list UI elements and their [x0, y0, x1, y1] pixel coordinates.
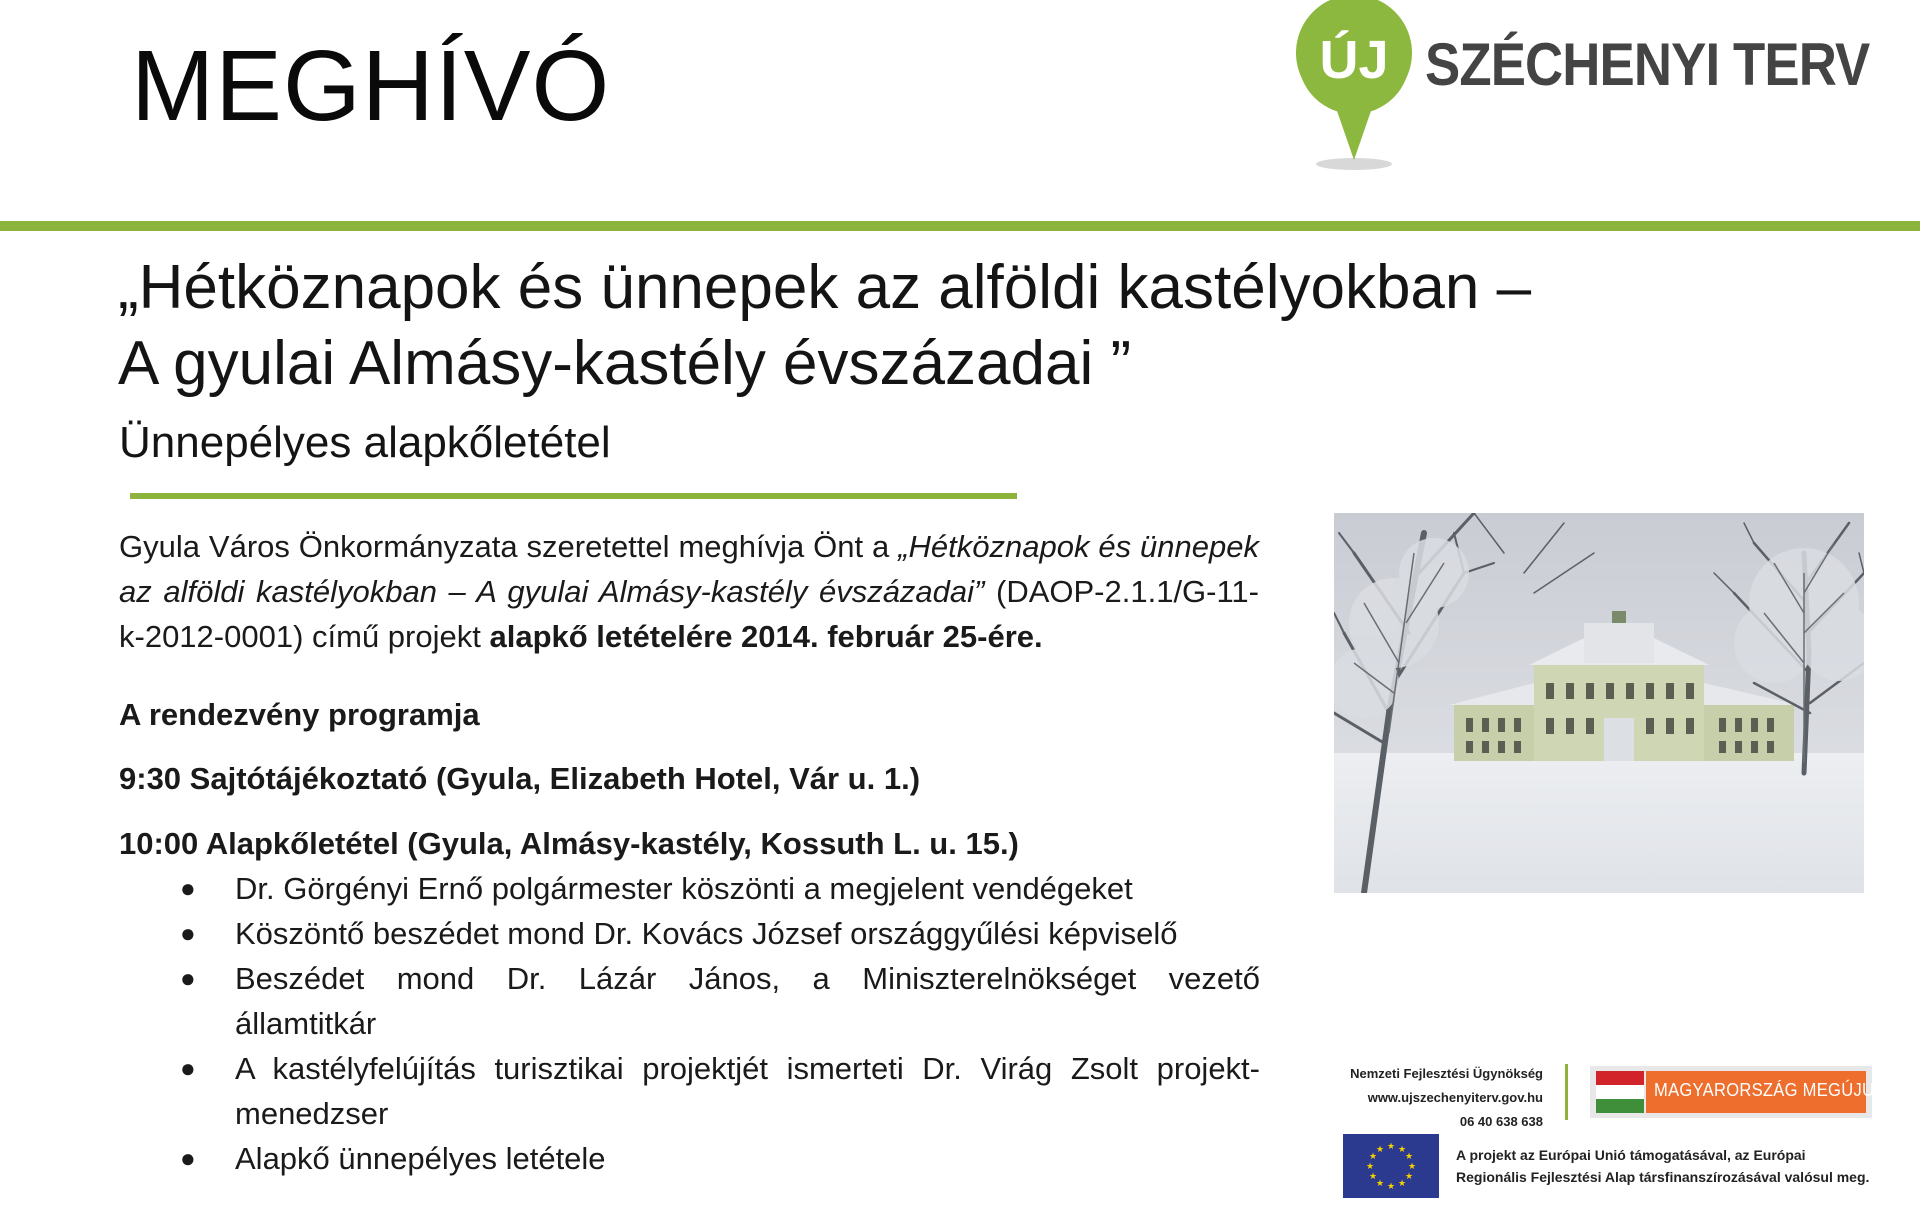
- program-heading: A rendezvény programja: [119, 697, 480, 732]
- flag-red: [1596, 1071, 1644, 1085]
- bullet-icon: ●: [180, 1053, 196, 1083]
- svg-text:★: ★: [1375, 1179, 1385, 1189]
- page-title: MEGHÍVÓ: [131, 30, 611, 142]
- program-list: [180, 866, 1260, 1181]
- eu-flag-icon: [1343, 1134, 1439, 1198]
- svg-text:★: ★: [1407, 1162, 1417, 1172]
- svg-text:★: ★: [1397, 1145, 1407, 1155]
- list-item-continuation: államtitkár: [235, 1006, 377, 1041]
- flag-white: [1596, 1085, 1644, 1099]
- intro-emphasis: alapkő letételére 2014. február 25-ére.: [489, 619, 1043, 654]
- intro-project-name: „Hétköznapok és ünnepek az alföldi kastélyokban – A gyulai Almásy-kastély évszázadai”: [119, 529, 1259, 609]
- bullet-icon: ●: [180, 963, 196, 993]
- castle-photo: [1334, 513, 1864, 893]
- list-item-continuation: menedzser: [235, 1096, 389, 1131]
- event-title-line2: A gyulai Almásy-kastély évszázadai ”: [118, 329, 1132, 398]
- eu-funding-note: A projekt az Európai Unió támogatásával, az Európai Regionális Fejlesztési Alap társfinanszírozásával valósul meg.: [1456, 1147, 1870, 1185]
- header-divider: [0, 221, 1920, 231]
- svg-text:★: ★: [1365, 1162, 1375, 1172]
- event-title: [118, 250, 1531, 402]
- agency-phone: 06 40 638 638: [1459, 1114, 1543, 1129]
- bullet-icon: ●: [180, 873, 196, 903]
- svg-text:★: ★: [1386, 1142, 1396, 1152]
- intro-part1: Gyula Város Önkormányzata szeretettel meghívja Önt a: [119, 529, 899, 564]
- svg-text:★: ★: [1368, 1152, 1378, 1162]
- list-item: ● Alapkő ünnepélyes letétele: [180, 1136, 1260, 1181]
- event-subtitle: Ünnepélyes alapkőletétel: [119, 418, 611, 467]
- event-title-line1: „Hétköznapok és ünnepek az alföldi kastélyokban –: [118, 253, 1532, 322]
- bullet-icon: ●: [180, 918, 196, 948]
- svg-text:★: ★: [1404, 1172, 1414, 1182]
- logo-text: SZÉCHENYI TERV: [1425, 31, 1870, 98]
- list-item: ● Köszöntő beszédet mond Dr. Kovács József országgyűlési képviselő: [180, 911, 1260, 956]
- list-item: ● Beszédet mond Dr. Lázár János, a Miniszterelnökséget vezető: [180, 956, 1260, 1001]
- svg-text:★: ★: [1397, 1179, 1407, 1189]
- footer-divider: [1565, 1064, 1568, 1120]
- svg-text:★: ★: [1386, 1182, 1396, 1192]
- svg-text:★: ★: [1404, 1152, 1414, 1162]
- svg-text:★: ★: [1375, 1145, 1385, 1155]
- svg-text:★: ★: [1368, 1172, 1378, 1182]
- title-divider: [130, 493, 1017, 499]
- list-item: ● Dr. Görgényi Ernő polgármester köszönti a megjelent vendégeket: [180, 866, 1260, 911]
- bullet-icon: ●: [180, 1143, 196, 1173]
- logo-badge-text: ÚJ: [1319, 30, 1389, 90]
- list-item: ● A kastélyfelújítás turisztikai projektjét ismerteti Dr. Virág Zsolt projekt-: [180, 1046, 1260, 1091]
- agency-url[interactable]: www.ujszechenyiterv.gov.hu: [1367, 1090, 1543, 1105]
- intro-part2: (DAOP-2.1.1/G-11-k-2012-0001) című projekt: [119, 574, 1259, 654]
- program-ceremony: 10:00 Alapkőletétel (Gyula, Almásy-kastély, Kossuth L. u. 15.): [119, 826, 1019, 861]
- agency-name: Nemzeti Fejlesztési Ügynökség: [1350, 1066, 1543, 1081]
- agency-block: [1343, 1062, 1543, 1134]
- program-press-conference: 9:30 Sajtótájékoztató (Gyula, Elizabeth Hotel, Vár u. 1.): [119, 761, 921, 796]
- campaign-label: MAGYARORSZÁG MEGÚJUL: [1654, 1080, 1884, 1100]
- intro-paragraph: [119, 524, 1259, 659]
- flag-green: [1596, 1099, 1644, 1113]
